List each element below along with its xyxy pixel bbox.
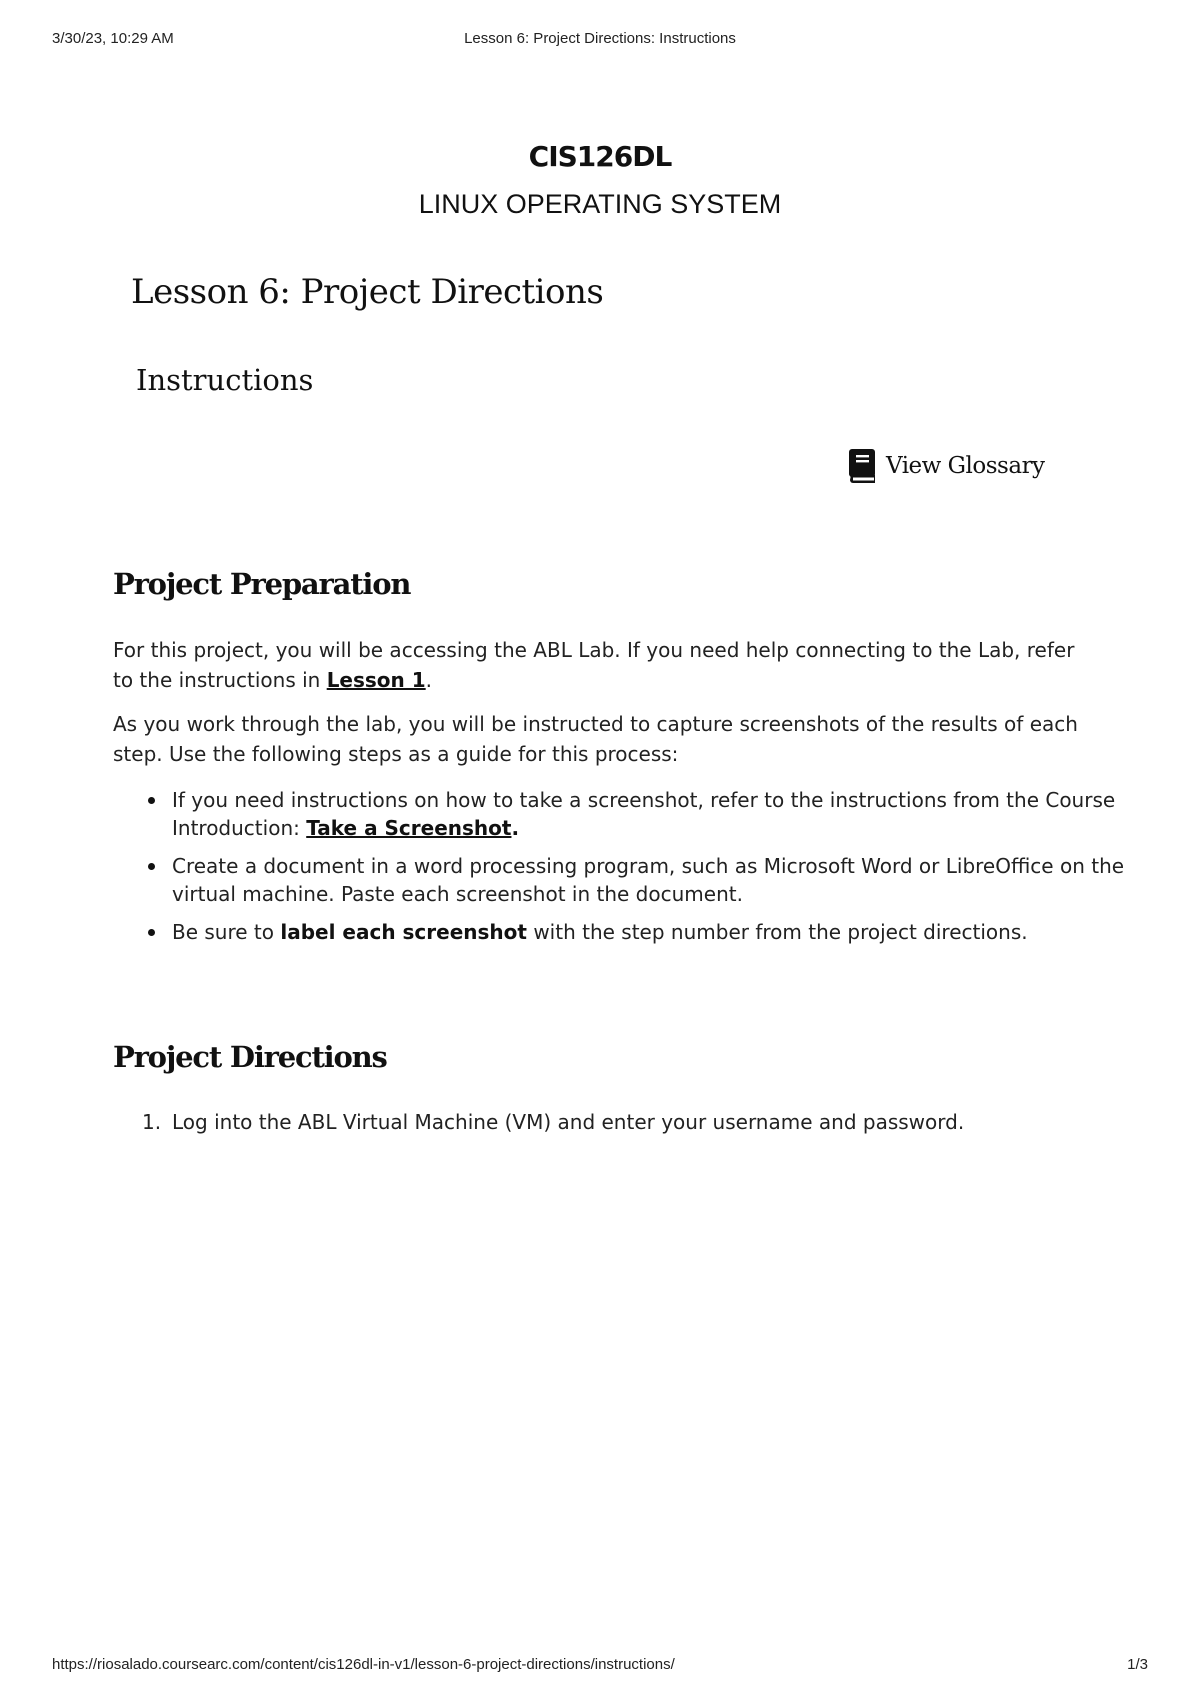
preparation-paragraph-2: As you work through the lab, you will be instructed to capture screenshots of the results of each step. Use the following steps as a guide for this process: — [113, 712, 1078, 766]
course-name: LINUX OPERATING SYSTEM — [418, 189, 782, 219]
list-item — [172, 918, 1162, 946]
lesson-title: Lesson 6: Project Directions — [131, 272, 604, 312]
list-item-text: Create a document in a word processing program, such as Microsoft Word or LibreOffice on the virtual machine. Paste each screenshot in the document. — [172, 854, 1125, 906]
print-page-title: Lesson 6: Project Directions: Instructions — [464, 30, 736, 47]
screenshot-guidelines-list — [113, 786, 1162, 956]
project-directions-heading: Project Directions — [113, 1040, 387, 1074]
book-icon — [848, 448, 876, 484]
list-item-text: Be sure to — [172, 920, 281, 944]
paragraph-text: . — [425, 668, 433, 692]
view-glossary-label: View Glossary — [886, 453, 1045, 479]
paragraph-text: For this project, you will be accessing the ABL Lab. If you need help connecting to the Lab, refer to the instructions in — [113, 638, 1075, 692]
list-item-text: with the step number from the project directions. — [526, 920, 1028, 944]
view-glossary-link[interactable] — [848, 448, 1045, 484]
list-item-text: If you need instructions on how to take a screenshot, refer to the instructions from the Course Introduction: — [172, 788, 1116, 840]
list-item-text: . — [511, 816, 520, 840]
print-page-number: 1/3 — [1127, 1656, 1148, 1673]
course-code: CIS126DL — [528, 140, 672, 173]
step-number: 1. — [142, 1110, 162, 1134]
section-title: Instructions — [136, 363, 314, 397]
print-datetime: 3/30/23, 10:29 AM — [52, 30, 174, 47]
list-item — [172, 786, 1162, 842]
print-footer — [52, 1656, 1148, 1676]
project-steps-list — [113, 1108, 1162, 1136]
print-header — [52, 30, 1148, 50]
project-preparation-heading: Project Preparation — [113, 567, 411, 601]
step-text: Log into the ABL Virtual Machine (VM) and enter your username and password. — [172, 1110, 965, 1134]
preparation-paragraph-1 — [113, 635, 1093, 695]
take-a-screenshot-link[interactable]: Take a Screenshot — [306, 816, 512, 840]
list-item — [172, 852, 1162, 908]
list-item-bold-text: label each screenshot — [280, 920, 527, 944]
print-url: https://riosalado.coursearc.com/content/cis126dl-in-v1/lesson-6-project-directions/instructions/ — [52, 1656, 675, 1673]
lesson-1-link[interactable]: Lesson 1 — [326, 668, 426, 692]
step-item — [142, 1108, 1162, 1136]
